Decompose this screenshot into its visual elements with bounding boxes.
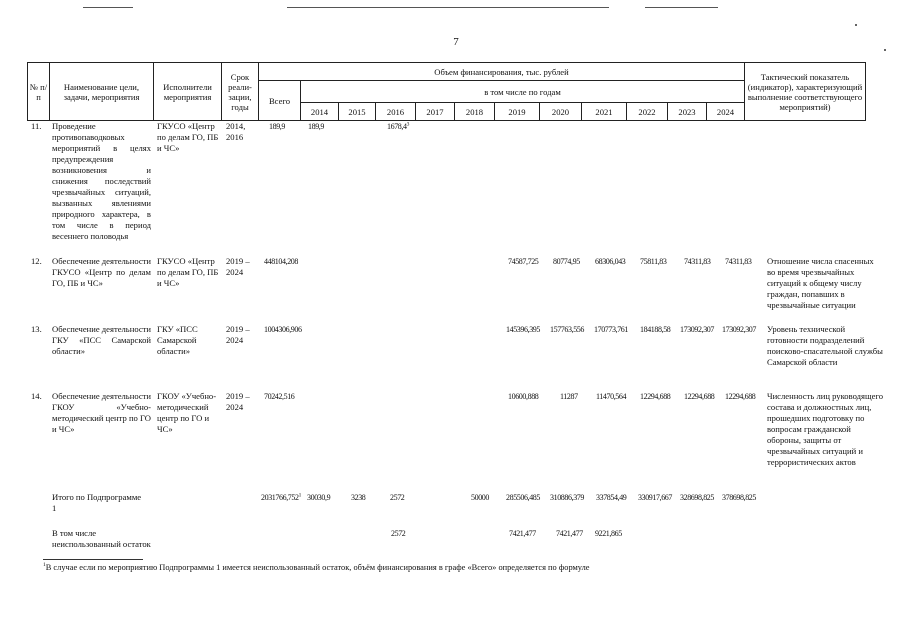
scan-speck <box>855 24 857 26</box>
row-y2023: 74311,83 <box>684 257 711 266</box>
header-year: 2016 <box>376 103 416 121</box>
row-y2022: 184188,58 <box>640 325 671 334</box>
row-y2019: 10600,888 <box>508 392 539 401</box>
total-row-y2015: 3238 <box>351 493 366 502</box>
row-y2019: 145396,395 <box>506 325 541 334</box>
scan-speck <box>884 49 886 51</box>
row-name: Обеспечение деятельности ГКОУ «Учебно-методический центр по ГО и ЧС» <box>52 391 152 434</box>
total-row-y2019: 285506,485 <box>506 493 541 502</box>
row-num: 11. <box>31 121 42 131</box>
total-row-y2022: 330917,667 <box>638 493 673 502</box>
row-term: 2019 – 2024 <box>226 391 250 412</box>
row-y2020: 80774,95 <box>553 257 580 266</box>
row-num: 12. <box>31 256 42 266</box>
total-row-label: Итого по Подпрограмме 1 <box>52 492 142 513</box>
row-executor: ГКУСО «Центр по делам ГО, ПБ и ЧС» <box>157 256 219 288</box>
header-funding: Объем финансирования, тыс. рублей <box>259 63 745 81</box>
unused-row-y2016: 2572 <box>391 529 406 538</box>
total-row-y2018: 50000 <box>471 493 490 502</box>
header-name: Наименование цели, задачи, мероприятия <box>50 63 154 121</box>
unused-row-y2019: 7421,477 <box>509 529 536 538</box>
row-num: 13. <box>31 324 42 334</box>
total-row-y2014: 30030,9 <box>307 493 331 502</box>
header-year: 2015 <box>339 103 376 121</box>
total-row-y2024: 378698,825 <box>722 493 757 502</box>
funding-table-header <box>27 62 866 121</box>
footnote: $^1$В случае если по мероприятию Подпрограммы 1 имеется неиспользованный остаток, объём финансирования в графе «Всего» определяется по формуле <box>43 562 590 572</box>
unused-row-label: В том числе неиспользованный остаток <box>52 528 151 549</box>
row-indicator: Отношение числа спасенных во время чрезвычайных ситуаций к общему числу граждан, попавших в чрезвычайные ситуации <box>767 256 874 310</box>
unused-row-y2021: 9221,865 <box>595 529 622 538</box>
total-row-y2021: 337854,49 <box>596 493 627 502</box>
row-total: 70242,516 <box>264 392 295 401</box>
row-term: 2019 – 2024 <box>226 324 250 345</box>
row-name: Обеспечение деятельности ГКУСО «Центр по делам ГО, ПБ и ЧС» <box>52 256 152 288</box>
row-y2020: 157763,556 <box>550 325 585 334</box>
header-indicator: Тактический показатель (индикатор), характеризующий выполнение соответствующего мероприятий) <box>745 63 866 121</box>
header-year: 2017 <box>416 103 455 121</box>
header-year: 2022 <box>627 103 668 121</box>
row-name: Обеспечение деятельности ГКУ «ПСС Самарской области» <box>52 324 152 356</box>
unused-row-y2020: 7421,477 <box>556 529 583 538</box>
row-term: 2019 – 2024 <box>226 256 250 277</box>
header-executors: Исполнители мероприятия <box>154 63 222 121</box>
header-total: Всего <box>259 81 301 121</box>
row-term: 2014, 2016 <box>226 121 246 142</box>
row-executor: ГКОУ «Учебно-методический центр по ГО и ЧС» <box>157 391 217 434</box>
header-by-years: в том числе по годам <box>301 81 745 103</box>
row-y2021: 68306,043 <box>595 257 626 266</box>
footnote-rule <box>43 559 143 560</box>
row-indicator: Уровень технической готовности подразделений поисково-спасательной службы Самарской области <box>767 324 883 367</box>
row-y2021: 11470,564 <box>596 392 627 401</box>
row-y2014: 189,9 <box>308 122 325 131</box>
header-year: 2024 <box>707 103 745 121</box>
header-year: 2020 <box>540 103 582 121</box>
top-rule-left <box>83 7 133 8</box>
row-y2023: 173092,307 <box>680 325 715 334</box>
total-row-total: 2031766,752$^1$ <box>261 492 301 502</box>
row-total: 448104,208 <box>264 257 299 266</box>
total-row-y2016: 2572 <box>390 493 405 502</box>
header-num: № п/п <box>28 63 50 121</box>
row-y2019: 74587,725 <box>508 257 539 266</box>
page-number: 7 <box>453 36 459 48</box>
header-year: 2014 <box>301 103 339 121</box>
row-indicator: Численность лиц руководящего состава и должностных лиц, прошедших подготовку по вопросам гражданской обороны, защиты от чрезвычайных ситуаций и террористических актов <box>767 391 884 467</box>
header-term: Срок реали-зации, годы <box>222 63 259 121</box>
top-rule-mid <box>287 7 609 8</box>
header-year: 2019 <box>495 103 540 121</box>
total-row-y2020: 310886,379 <box>550 493 585 502</box>
row-y2021: 170773,761 <box>594 325 629 334</box>
header-year: 2018 <box>455 103 495 121</box>
row-executor: ГКУ «ПСС Самарской области» <box>157 324 198 356</box>
row-y2023: 12294,688 <box>684 392 715 401</box>
row-y2022: 12294,688 <box>640 392 671 401</box>
row-y2016: 1678,4$^3$ <box>387 121 409 131</box>
row-y2022: 75811,83 <box>640 257 667 266</box>
row-y2024: 74311,83 <box>725 257 752 266</box>
top-rule-right <box>645 7 718 8</box>
header-year: 2021 <box>582 103 627 121</box>
row-total: 1004306,906 <box>264 325 302 334</box>
row-executor: ГКУСО «Центр по делам ГО, ПБ и ЧС» <box>157 121 219 153</box>
row-num: 14. <box>31 391 42 401</box>
row-y2024: 173092,307 <box>722 325 757 334</box>
row-y2020: 11287 <box>560 392 578 401</box>
row-total: 189,9 <box>269 122 286 131</box>
row-y2024: 12294,688 <box>725 392 756 401</box>
total-row-y2023: 328698,825 <box>680 493 715 502</box>
header-year: 2023 <box>668 103 707 121</box>
row-name: Проведение противопаводковых мероприятий в целях предупреждения возникновения и снижения последствий чрезвычайных ситуаций, вызванных явлениями природного характера, в том числе в период весеннего половодья <box>52 121 151 241</box>
